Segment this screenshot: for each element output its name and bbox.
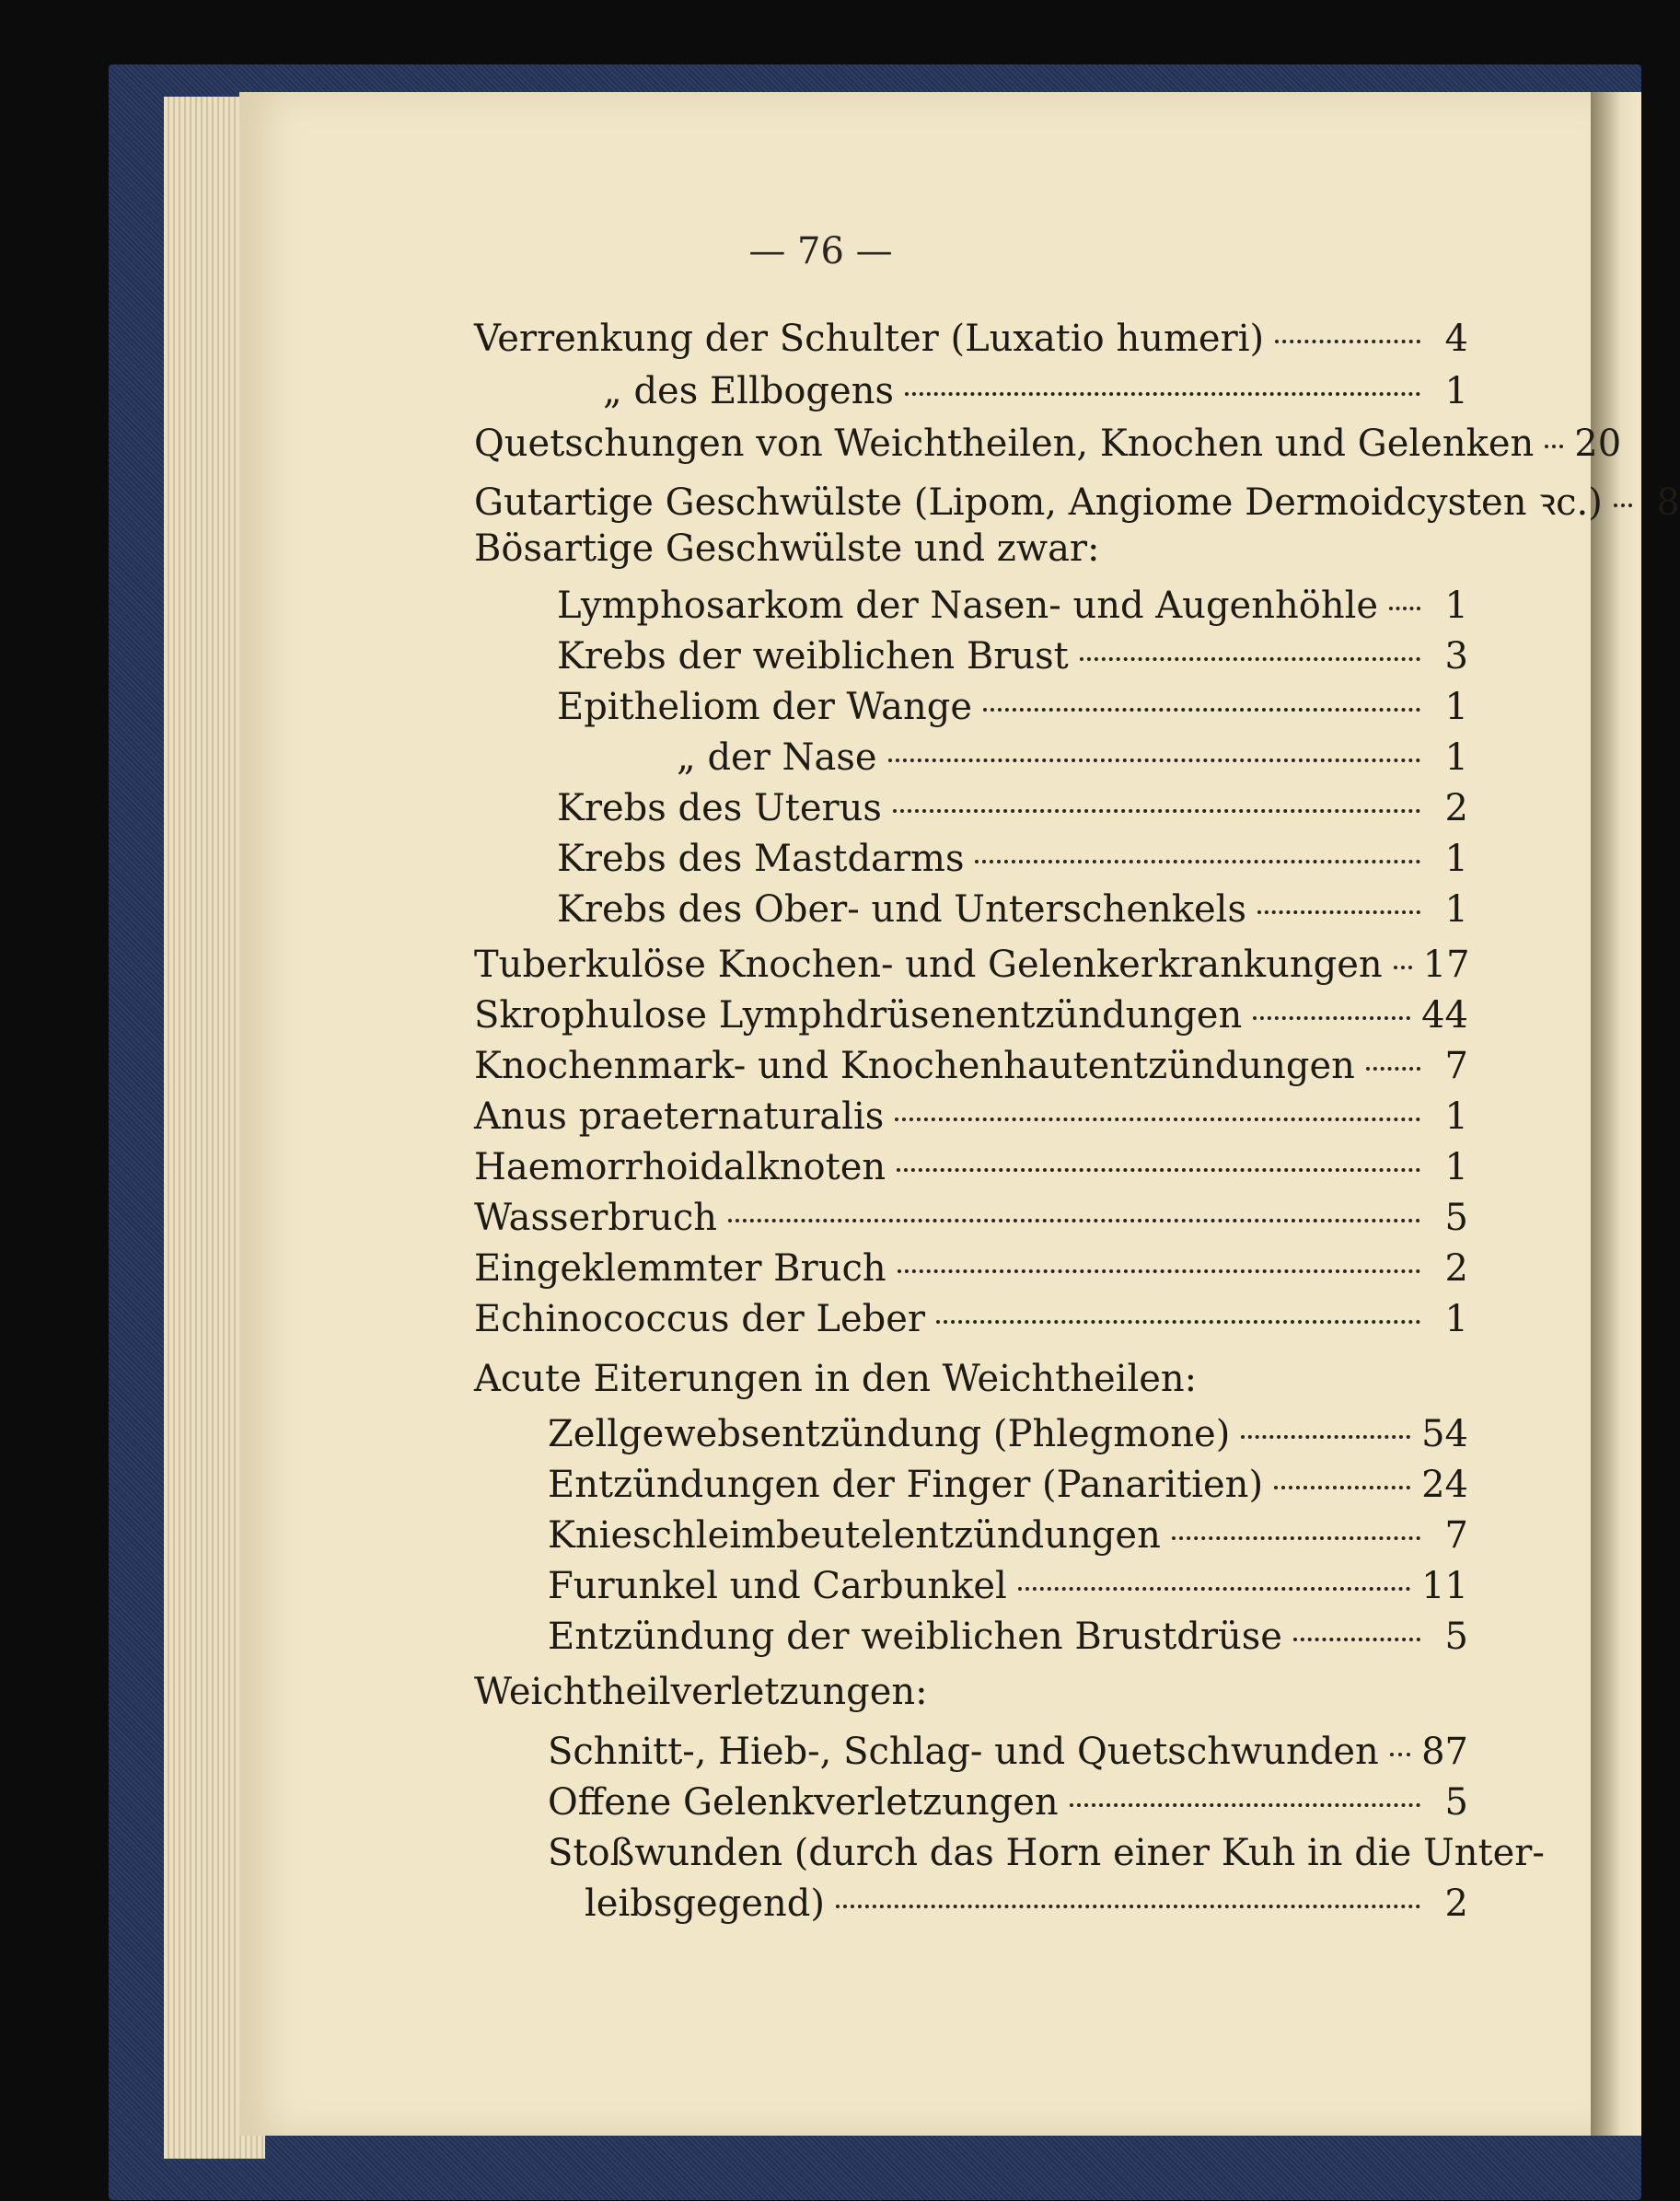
- list-item: [474, 318, 1468, 360]
- list-item: [548, 1616, 1468, 1658]
- list-item: [474, 423, 1622, 465]
- list-item: [557, 686, 1468, 728]
- entry-count: 1: [1444, 1146, 1468, 1188]
- entry-count: 54: [1421, 1413, 1468, 1455]
- list-item: [474, 1247, 1468, 1290]
- list-item: [677, 736, 1468, 779]
- entry-label: Entzündung der weiblichen Brustdrüse: [548, 1616, 1282, 1658]
- entry-count: 8: [1656, 481, 1680, 524]
- entry-label: Gutartige Geschwülste (Lipom, Angiome Dermoidcysten ꝛc.): [474, 481, 1603, 524]
- leader-dots: [1172, 1536, 1420, 1540]
- entry-count: 1: [1444, 838, 1468, 880]
- entry-count: 5: [1444, 1616, 1468, 1658]
- list-item: [603, 370, 1468, 412]
- page-number: — 76 —: [748, 230, 893, 272]
- leader-dots: [1274, 1486, 1410, 1489]
- list-item: [557, 787, 1468, 829]
- entry-label: Schnitt-, Hieb-, Schlag- und Quetschwunden: [548, 1731, 1379, 1773]
- entry-label: „ der Nase: [677, 736, 877, 779]
- list-item: [474, 994, 1468, 1037]
- entry-count: 5: [1444, 1197, 1468, 1239]
- entry-label: Haemorrhoidalknoten: [474, 1146, 886, 1188]
- entry-label: Lymphosarkom der Nasen- und Augenhöhle: [557, 585, 1379, 627]
- leader-dots: [1390, 1753, 1410, 1756]
- entry-label: Wasserbruch: [474, 1197, 717, 1239]
- list-item: [557, 838, 1468, 880]
- entry-count: 7: [1444, 1045, 1468, 1087]
- entry-count: 7: [1444, 1514, 1468, 1557]
- list-item: [474, 1095, 1468, 1138]
- list-item: [557, 635, 1468, 678]
- leader-dots: [1275, 340, 1420, 343]
- entry-label: Tuberkulöse Knochen- und Gelenkerkrankungen: [474, 944, 1383, 986]
- entry-count: 3: [1444, 635, 1468, 678]
- leader-dots: [897, 1168, 1420, 1172]
- entry-count: 5: [1444, 1781, 1468, 1824]
- leader-dots: [895, 1118, 1420, 1121]
- entry-count: 1: [1444, 370, 1468, 412]
- list-item: [474, 1197, 1468, 1239]
- list-item: [474, 475, 1680, 526]
- entry-label: Offene Gelenkverletzungen: [548, 1781, 1059, 1824]
- leader-dots: [1545, 445, 1563, 448]
- entry-count: 1: [1444, 1095, 1468, 1138]
- leader-dots: [1080, 657, 1420, 661]
- entry-label: Skrophulose Lymphdrüsenentzündungen: [474, 994, 1243, 1037]
- leader-dots: [836, 1905, 1420, 1908]
- entry-count: 24: [1421, 1464, 1468, 1506]
- entry-label: Eingeklemmter Bruch: [474, 1247, 886, 1290]
- list-item: [474, 944, 1468, 986]
- list-item: [548, 1781, 1468, 1824]
- entry-count: 44: [1421, 994, 1468, 1037]
- leader-dots: [905, 392, 1420, 396]
- entry-count: 11: [1421, 1565, 1468, 1607]
- entry-count: 17: [1422, 944, 1470, 986]
- entry-count: 1: [1444, 585, 1468, 627]
- leader-dots: [1366, 1067, 1420, 1071]
- list-item: [548, 1565, 1468, 1607]
- entry-label: Echinococcus der Leber: [474, 1298, 926, 1340]
- list-item: [548, 1413, 1468, 1455]
- entry-label: Krebs des Uterus: [557, 787, 882, 829]
- entry-label: Anus praeternaturalis: [474, 1095, 885, 1138]
- list-item: [548, 1464, 1468, 1506]
- leader-dots: [728, 1219, 1420, 1222]
- entry-label: Krebs des Mastdarms: [557, 838, 965, 880]
- list-item: [557, 585, 1468, 627]
- leader-dots: [1394, 966, 1412, 969]
- list-item: [548, 1731, 1468, 1773]
- entry-label: Krebs der weiblichen Brust: [557, 635, 1069, 678]
- leader-dots: [936, 1320, 1420, 1324]
- list-item: [474, 1045, 1468, 1087]
- entry-label: Quetschungen von Weichtheilen, Knochen und Gelenken: [474, 423, 1535, 465]
- leader-dots: [1257, 910, 1420, 914]
- entry-label: „ des Ellbogens: [603, 370, 894, 412]
- leader-dots: [1293, 1638, 1420, 1641]
- leader-dots: [1614, 504, 1632, 507]
- leader-dots: [983, 708, 1420, 712]
- entry-label: Krebs des Ober- und Unterschenkels: [557, 888, 1247, 931]
- list-item: [548, 1514, 1468, 1557]
- entry-count: 1: [1444, 888, 1468, 931]
- entry-count: 87: [1421, 1731, 1468, 1773]
- entry-label: Knochenmark- und Knochenhautentzündungen: [474, 1045, 1355, 1087]
- entry-count: 2: [1444, 1247, 1468, 1290]
- leader-dots: [1070, 1803, 1420, 1807]
- entry-count: 2: [1444, 1882, 1468, 1925]
- entry-count: 1: [1444, 686, 1468, 728]
- list-item: [585, 1882, 1468, 1925]
- page-gutter: [1591, 92, 1641, 2136]
- list-item: [474, 1146, 1468, 1188]
- entry-count: 1: [1444, 736, 1468, 779]
- entry-label: Entzündungen der Finger (Panaritien): [548, 1464, 1264, 1506]
- section-heading: Acute Eiterungen in den Weichtheilen:: [474, 1358, 1198, 1400]
- leader-dots: [1018, 1587, 1410, 1591]
- entry-count: 4: [1444, 318, 1468, 360]
- entry-label: Epitheliom der Wange: [557, 686, 973, 728]
- leader-dots: [893, 809, 1420, 813]
- section-heading: Bösartige Geschwülste und zwar:: [474, 527, 1100, 570]
- list-item: [557, 888, 1468, 931]
- entry-label: leibsgegend): [585, 1882, 825, 1925]
- entry-label: Zellgewebsentzündung (Phlegmone): [548, 1413, 1231, 1455]
- entry-count: 1: [1444, 1298, 1468, 1340]
- leader-dots: [898, 1269, 1420, 1273]
- leader-dots: [888, 759, 1420, 762]
- entry-label: Verrenkung der Schulter (Luxatio humeri): [474, 318, 1265, 360]
- leader-dots: [975, 860, 1420, 863]
- list-item: [474, 1298, 1468, 1340]
- leader-dots: [1253, 1016, 1410, 1020]
- entry-count: 2: [1444, 787, 1468, 829]
- section-heading: Weichtheilverletzungen:: [474, 1671, 928, 1713]
- list-item-line: Stoßwunden (durch das Horn einer Kuh in die Unter-: [548, 1832, 1545, 1874]
- entry-label: Knieschleimbeutelentzündungen: [548, 1514, 1161, 1557]
- entry-count: 20: [1574, 423, 1622, 465]
- entry-label: Furunkel und Carbunkel: [548, 1565, 1007, 1607]
- leader-dots: [1389, 607, 1420, 610]
- leader-dots: [1241, 1435, 1410, 1439]
